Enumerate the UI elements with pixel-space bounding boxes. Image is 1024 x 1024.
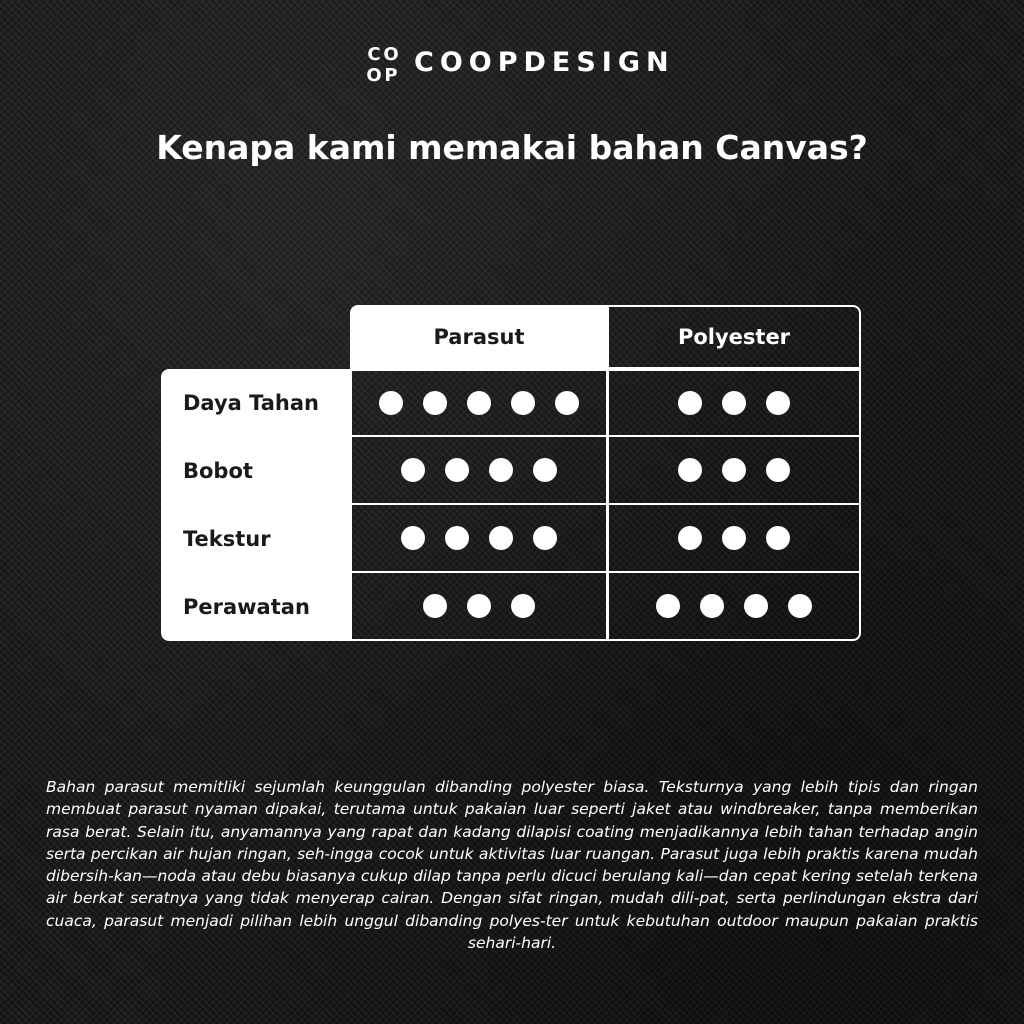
rating-dot [511, 391, 535, 415]
rating-dot [467, 391, 491, 415]
rating-cell-parasut-daya-tahan [350, 369, 608, 437]
rating-dot [678, 391, 702, 415]
rating-dot [379, 391, 403, 415]
rating-dot [700, 594, 724, 618]
logo-mark-letter-1: C [367, 44, 381, 65]
column-header-polyester: Polyester [607, 305, 861, 369]
row-label-bobot: Bobot [183, 459, 253, 483]
rating-dot [423, 594, 447, 618]
row-label-tekstur: Tekstur [183, 527, 271, 551]
rating-dot [678, 458, 702, 482]
rating-dot [533, 526, 557, 550]
brand-logo [366, 40, 675, 84]
brand-name: COOPDESIGN [414, 46, 675, 78]
rating-cell-polyester-perawatan [607, 573, 861, 641]
logo-mark-letter-3: O [366, 65, 382, 84]
rating-dot [489, 458, 513, 482]
rating-cell-parasut-bobot [350, 437, 608, 505]
description-text: Bahan parasut memitliki sejumlah keunggulan dibanding polyester biasa. Teksturnya yang lebih tipis dan ringan membuat parasut nyaman dipakai, terutama untuk pakaian luar seperti jaket atau windbreaker, tanpa memberikan rasa berat. Selain itu, anyamannya yang rapat dan kadang dilapisi coating menjadikannya lebih tahan terhadap angin serta percikan air hujan ringan, seh-ingga cocok untuk aktivitas luar ruangan. Parasut juga lebih praktis karena mudah dibersih-kan—noda atau debu biasanya cukup dilap tanpa perlu dicuci berulang kali—dan cepat kering setelah terkena air berkat seratnya yang tidak menyerap cairan. Dengan sifat ringan, mudah dili-pat, serta perlindungan ekstra dari cuaca, parasut menjadi pilihan lebih unggul dibanding polyes-ter untuk kebutuhan outdoor maupun pakaian praktis sehari-hari. [46, 778, 978, 953]
rating-dot [555, 391, 579, 415]
rating-cell-parasut-perawatan [350, 573, 608, 641]
rating-cell-parasut-tekstur [350, 505, 608, 573]
logo-mark-letter-2: O [383, 44, 399, 65]
rating-dot [678, 526, 702, 550]
rating-dot [766, 526, 790, 550]
rating-dot [511, 594, 535, 618]
logo-mark-letter-4: P [384, 65, 398, 84]
rating-dot [533, 458, 557, 482]
rating-dot [467, 594, 491, 618]
page-title: Kenapa kami memakai bahan Canvas? [156, 128, 868, 167]
rating-dot [401, 458, 425, 482]
rating-dot [788, 594, 812, 618]
rating-dot [445, 458, 469, 482]
rating-dot [401, 526, 425, 550]
rating-dot [722, 526, 746, 550]
rating-dot [423, 391, 447, 415]
rating-dot [766, 391, 790, 415]
column-header-parasut: Parasut [350, 305, 608, 369]
rating-dot [744, 594, 768, 618]
rating-dot [722, 391, 746, 415]
row-label-daya-tahan: Daya Tahan [183, 391, 319, 415]
rating-dot [656, 594, 680, 618]
row-label-perawatan: Perawatan [183, 595, 310, 619]
rating-dot [722, 458, 746, 482]
rating-cell-polyester-bobot [607, 437, 861, 505]
rating-cell-polyester-tekstur [607, 505, 861, 573]
rating-dot [445, 526, 469, 550]
rating-cell-polyester-daya-tahan [607, 369, 861, 437]
rating-dot [766, 458, 790, 482]
rating-dot [489, 526, 513, 550]
coop-logo-icon [366, 40, 400, 84]
